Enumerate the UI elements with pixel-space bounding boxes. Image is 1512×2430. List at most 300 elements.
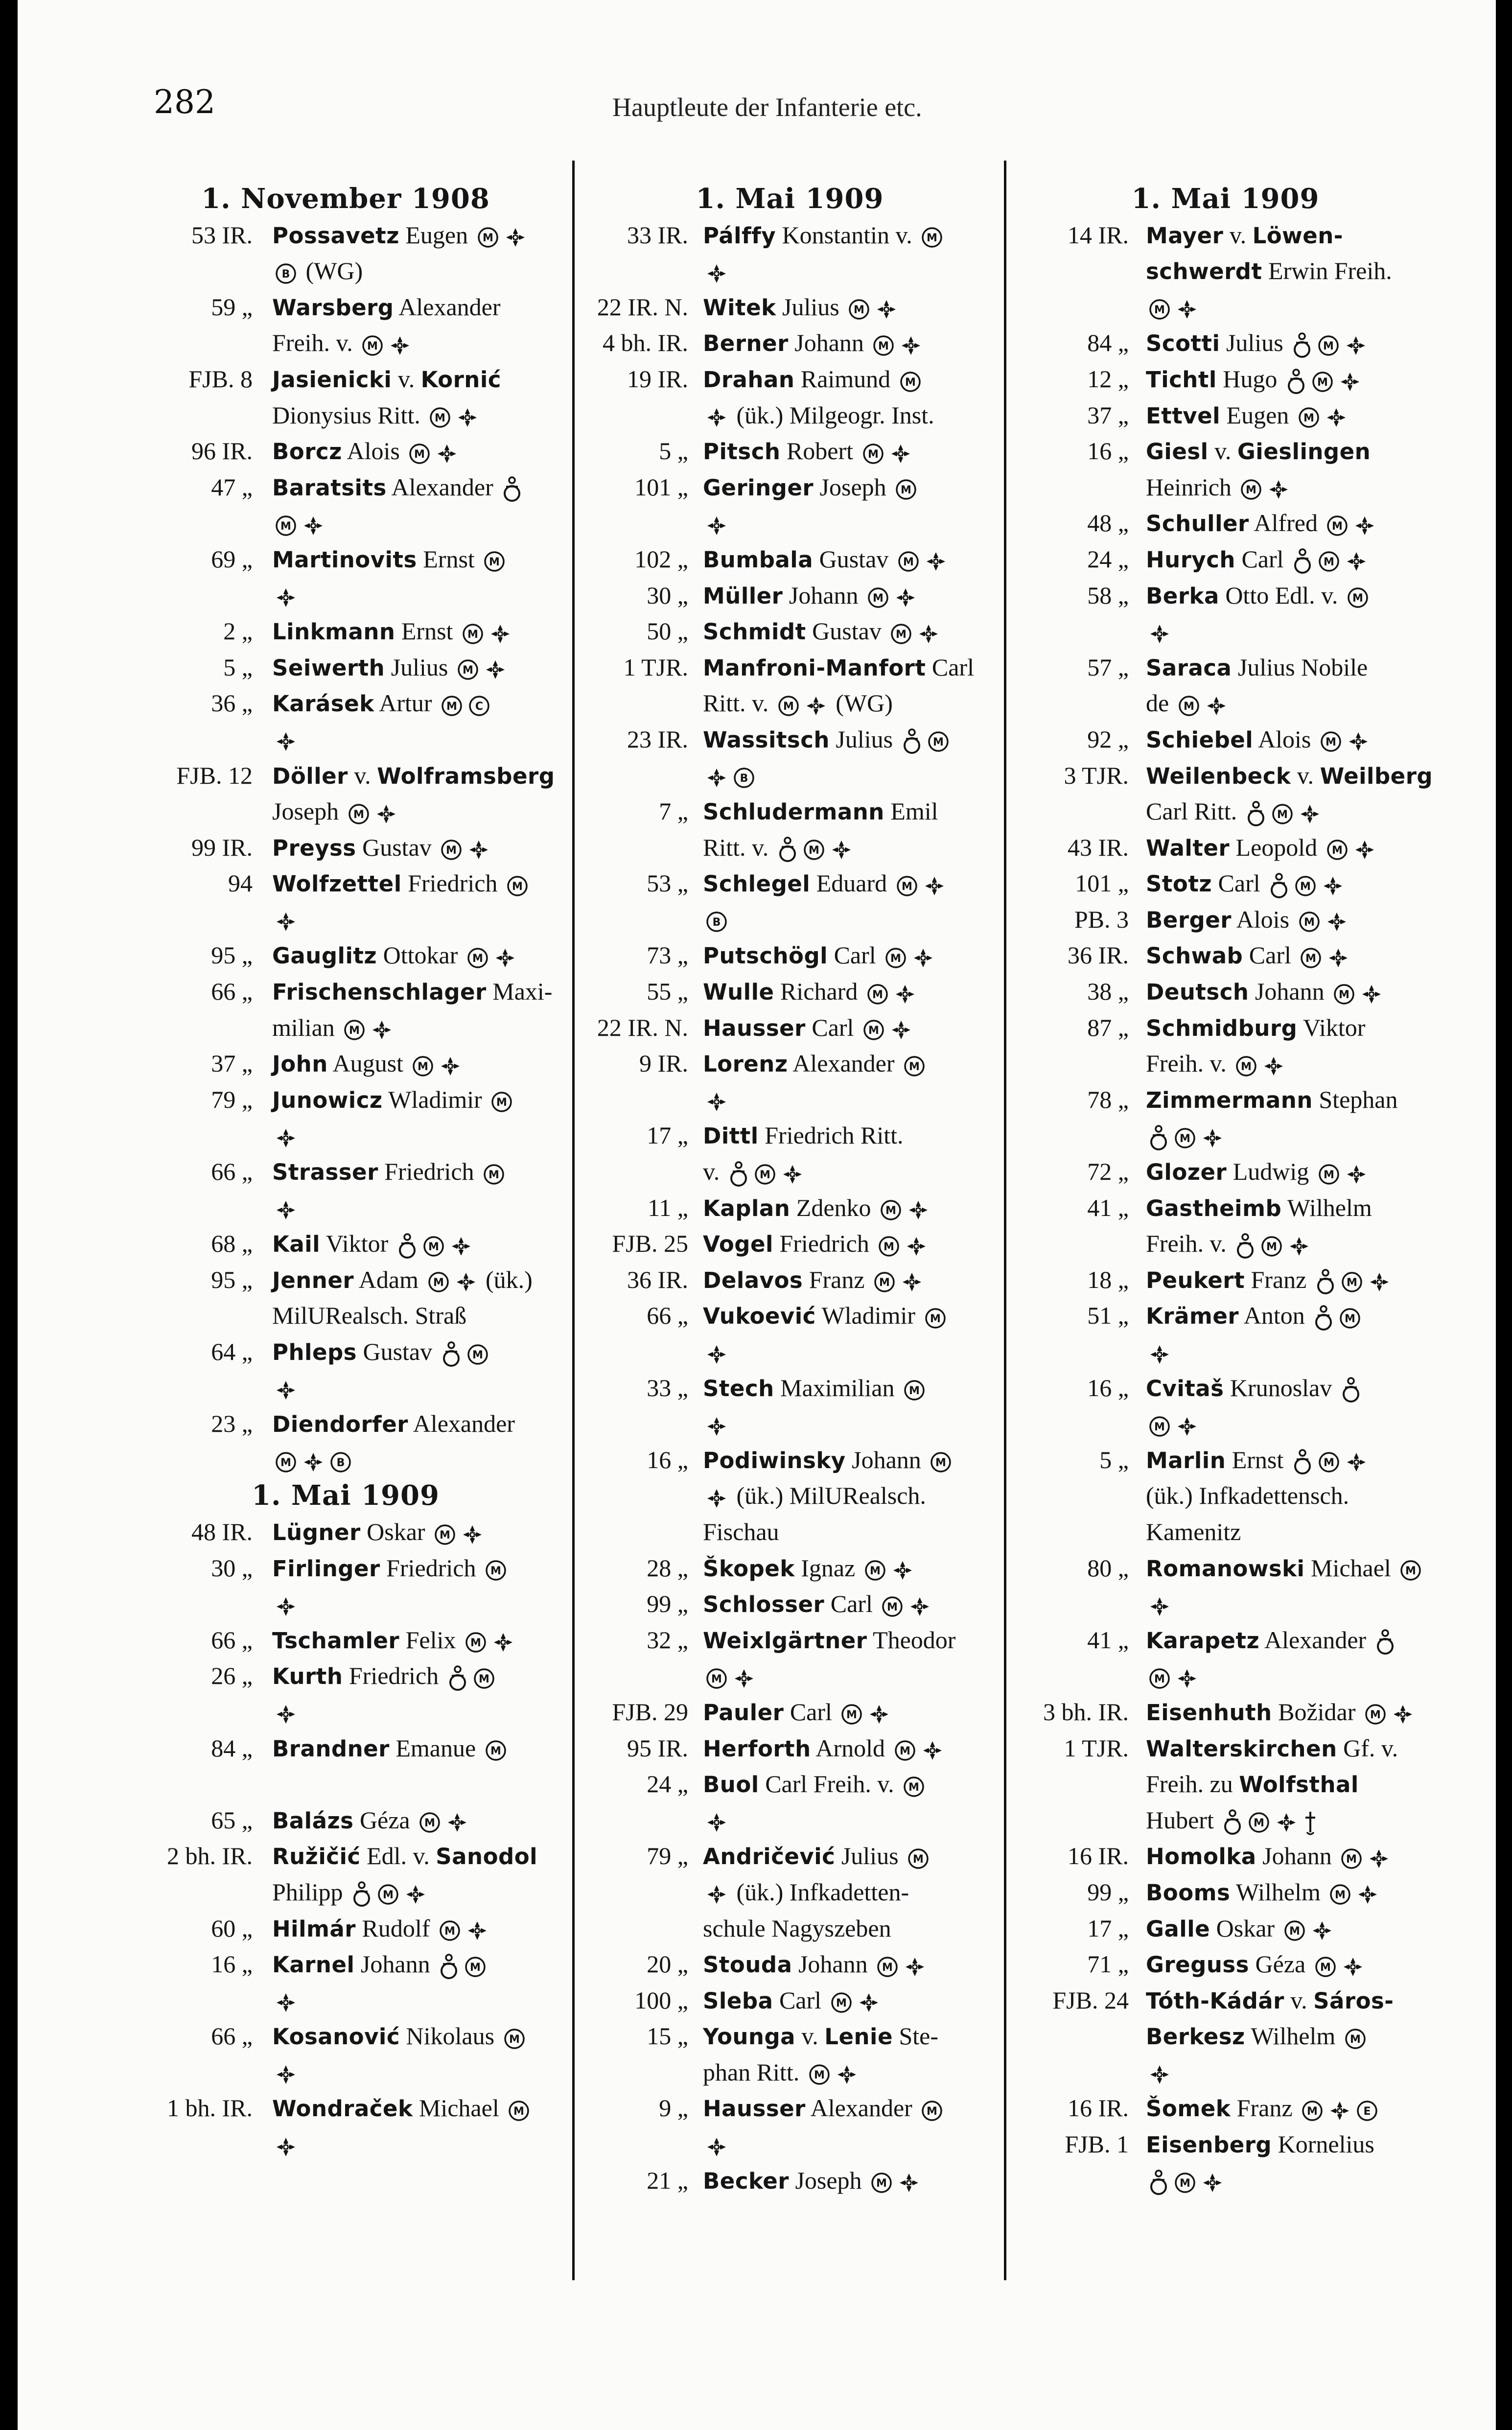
register-entry <box>581 1226 999 1262</box>
unit-designation: 9 IR. <box>639 1050 688 1077</box>
surname: Galle <box>1146 1916 1210 1942</box>
merit-cross-icon <box>1346 1164 1367 1185</box>
entry-text <box>272 1838 537 1875</box>
unit-designation: 94 <box>228 869 253 897</box>
entry-text <box>1146 758 1433 794</box>
unit-designation: 55 „ <box>647 978 688 1005</box>
entry-text <box>1146 1658 1201 1694</box>
entry-text <box>703 578 919 614</box>
surname: Giesl <box>1146 439 1209 465</box>
surname: Walter <box>1146 835 1230 861</box>
entry-text <box>272 1911 491 1947</box>
register-entry <box>581 722 999 758</box>
military-merit-medal-icon <box>862 443 884 465</box>
military-merit-medal-icon <box>874 1271 895 1293</box>
given-name-text: (WG) <box>829 689 893 717</box>
svg-text:M: M <box>446 844 457 857</box>
register-entry <box>1011 397 1440 434</box>
surname: Gieslingen <box>1237 439 1371 465</box>
given-name-text: Heinrich <box>1146 473 1238 501</box>
register-entry <box>1011 830 1440 866</box>
decoration-ring-icon <box>442 1341 461 1368</box>
register-entry <box>1011 1622 1440 1659</box>
svg-text:M: M <box>1154 1673 1165 1685</box>
unit-designation: 1 TJR. <box>1064 1734 1129 1762</box>
given-name-text: Alfred <box>1249 509 1324 537</box>
unit-designation: 51 „ <box>1087 1302 1129 1330</box>
given-name-text: Erwin Freih. <box>1262 257 1392 285</box>
military-merit-medal-icon <box>880 1199 902 1221</box>
svg-text:M: M <box>446 700 458 713</box>
entry-text <box>1146 1370 1364 1407</box>
entry-text <box>272 578 300 614</box>
svg-text:M: M <box>444 1925 455 1938</box>
unit-designation: 20 „ <box>647 1950 688 1978</box>
surname: Marlin <box>1146 1447 1226 1473</box>
register-entry <box>130 1658 561 1694</box>
military-merit-medal-icon <box>377 1884 399 1905</box>
register-entry-continuation <box>130 1766 561 1802</box>
given-name-text: Joseph <box>789 2166 868 2194</box>
decoration-ring-icon <box>1286 368 1306 396</box>
unit-designation: 18 „ <box>1087 1265 1129 1293</box>
unit-designation: 65 „ <box>211 1806 253 1834</box>
military-merit-medal-icon <box>925 1308 946 1329</box>
merit-cross-icon <box>1202 2172 1223 2194</box>
military-merit-medal-icon <box>348 803 370 825</box>
decoration-ring-icon <box>1246 800 1266 828</box>
surname: Andričević <box>703 1844 836 1870</box>
military-merit-medal-icon <box>1320 731 1342 752</box>
register-entry-continuation <box>581 2055 999 2091</box>
entry-text <box>1146 1118 1226 1154</box>
given-name-text: Johann <box>783 581 865 609</box>
surname: Eisenhuth <box>1146 1699 1272 1726</box>
entry-text <box>272 1730 510 1767</box>
surname: Witek <box>703 294 776 321</box>
given-name-text: Michael <box>413 2094 506 2122</box>
entry-text <box>703 1010 915 1047</box>
unit-designation: 22 IR. N. <box>597 293 688 321</box>
register-entry-continuation <box>581 1154 999 1190</box>
register-entry-continuation <box>130 1298 561 1334</box>
military-merit-medal-icon <box>1248 1812 1270 1833</box>
unit-designation: 23 „ <box>211 1410 253 1438</box>
surname: Booms <box>1146 1879 1231 1906</box>
given-name-text: Richard <box>774 978 864 1005</box>
svg-text:M: M <box>1320 1961 1331 1974</box>
entry-text <box>1146 541 1370 578</box>
entry-text <box>272 1622 517 1659</box>
decoration-ring-icon <box>902 728 922 755</box>
entry-text <box>272 1226 475 1262</box>
surname: Gauglitz <box>272 943 377 969</box>
given-name-text: Carl <box>773 1986 828 2014</box>
surname: Wolframsberg <box>377 763 555 789</box>
column-rule <box>572 161 575 2280</box>
register-entry-continuation <box>1011 1478 1440 1514</box>
military-merit-medal-icon <box>831 1992 852 2013</box>
surname: Karapetz <box>1146 1627 1260 1654</box>
given-name-text: Ritt. v. <box>703 833 775 861</box>
given-name-text: v. <box>392 365 421 393</box>
svg-text:M: M <box>1335 1889 1346 1902</box>
register-entry <box>1011 1550 1440 1587</box>
register-entry <box>1011 722 1440 758</box>
surname: Walterskirchen <box>1146 1735 1337 1762</box>
merit-cross-icon <box>895 587 916 608</box>
entry-text <box>1146 1010 1365 1047</box>
register-entry <box>1011 1442 1440 1478</box>
entry-text <box>272 325 414 361</box>
entry-text <box>703 289 900 326</box>
surname: Scotti <box>1146 330 1220 357</box>
entry-text <box>1146 2018 1369 2055</box>
military-merit-medal-icon <box>895 479 917 500</box>
given-name-text: Robert <box>780 437 860 465</box>
svg-text:M: M <box>854 304 865 317</box>
entry-text <box>272 794 400 830</box>
register-entry <box>1011 578 1440 614</box>
register-entry-continuation <box>581 2126 999 2163</box>
register-entry-continuation <box>1011 2018 1440 2055</box>
surname: Schwab <box>1146 943 1243 969</box>
register-entry <box>581 1983 999 2019</box>
surname: Wassitsch <box>703 726 830 753</box>
given-name-text: Ottokar <box>377 941 464 969</box>
unit-designation: 79 „ <box>647 1842 688 1870</box>
merit-cross-icon <box>1329 2100 1350 2122</box>
entry-text <box>703 1874 909 1911</box>
surname: Possavetz <box>272 222 399 249</box>
given-name-text: Gf. v. <box>1337 1734 1398 1762</box>
entry-text <box>1146 613 1173 650</box>
entry-text <box>1146 974 1385 1010</box>
svg-text:M: M <box>1331 844 1343 857</box>
svg-text:M: M <box>908 1781 920 1794</box>
svg-text:M: M <box>496 1097 508 1109</box>
register-entry-continuation <box>130 397 561 434</box>
given-name-text: Stephan <box>1312 1085 1398 1113</box>
register-entry-continuation <box>581 1658 999 1694</box>
entry-text <box>272 937 519 974</box>
given-name-text: v. <box>795 2022 825 2050</box>
register-entry <box>1011 1010 1440 1046</box>
military-merit-medal-icon <box>1261 1236 1282 1257</box>
register-entry <box>1011 1730 1440 1767</box>
entry-text <box>703 1514 779 1550</box>
given-name-text: Nikolaus <box>400 2022 501 2050</box>
military-merit-medal-icon <box>1341 1271 1363 1293</box>
date-heading: 1. Mai 1909 <box>252 1479 440 1512</box>
given-name-text: Edl. v. <box>360 1842 436 1870</box>
surname: Diendorfer <box>272 1411 408 1438</box>
unit-designation: 5 „ <box>659 437 688 465</box>
merit-cross-icon <box>275 731 297 752</box>
register-entry <box>130 1802 561 1839</box>
merit-cross-icon <box>1342 1956 1364 1978</box>
merit-cross-icon <box>375 803 397 825</box>
unit-designation: 71 „ <box>1087 1950 1129 1978</box>
svg-text:M: M <box>1154 304 1165 317</box>
svg-text:E: E <box>1363 2105 1371 2118</box>
merit-cross-icon <box>918 623 939 645</box>
register-entry <box>130 1334 561 1370</box>
register-entry <box>130 1730 561 1767</box>
register-entry <box>130 1082 561 1118</box>
given-name-text: v. <box>1284 1986 1314 2014</box>
register-entry <box>581 469 999 506</box>
merit-cross-icon <box>1268 479 1289 500</box>
merit-cross-icon <box>1361 983 1382 1005</box>
entry-text <box>272 902 300 938</box>
register-entry <box>581 433 999 469</box>
svg-text:M: M <box>1346 1277 1357 1289</box>
given-name-text: Ste- <box>892 2022 939 2050</box>
unit-designation: 95 „ <box>211 1265 253 1293</box>
entry-text <box>272 2018 528 2055</box>
register-entry <box>581 613 999 650</box>
entry-text <box>703 722 952 758</box>
register-entry <box>581 1262 999 1298</box>
register-entry-continuation <box>130 578 561 614</box>
merit-cross-icon <box>462 1524 483 1545</box>
given-name-text: Kornelius <box>1272 2130 1374 2158</box>
military-merit-medal-icon <box>1315 1956 1336 1978</box>
entry-text <box>272 433 461 470</box>
unit-designation: 92 „ <box>1087 725 1129 753</box>
register-entry <box>130 1946 561 1983</box>
surname: Stech <box>703 1375 774 1402</box>
unit-designation: 48 „ <box>1087 509 1129 537</box>
entry-text <box>703 1046 928 1082</box>
given-name-text: Johann <box>354 1950 437 1978</box>
decoration-ring-icon <box>1149 2169 1168 2196</box>
given-name-text: Freih. v. <box>1146 1230 1233 1258</box>
military-merit-medal-icon <box>1302 2100 1323 2122</box>
surname: Mayer <box>1146 222 1224 249</box>
unit-designation: 64 „ <box>211 1338 253 1365</box>
svg-text:M: M <box>440 1529 451 1542</box>
register-entry-continuation <box>1011 613 1440 650</box>
entry-text <box>272 217 529 254</box>
svg-text:M: M <box>1246 484 1257 497</box>
military-merit-medal-icon <box>907 1848 929 1869</box>
merit-cross-icon <box>1149 623 1170 645</box>
unit-designation: 22 IR. N. <box>597 1013 688 1041</box>
merit-cross-icon <box>892 1560 913 1581</box>
decoration-ring-icon <box>439 1953 459 1981</box>
merit-cross-icon <box>1326 407 1347 428</box>
svg-text:M: M <box>418 1060 429 1073</box>
register-entry-continuation <box>581 1082 999 1118</box>
surname: Drahan <box>703 366 795 393</box>
merit-cross-icon <box>505 227 526 248</box>
military-merit-medal-icon <box>890 623 912 645</box>
register-entry <box>581 937 999 974</box>
given-name-text: Božidar <box>1272 1698 1362 1726</box>
register-entry <box>1011 1874 1440 1911</box>
merit-cross-icon <box>858 1992 880 2013</box>
merit-cross-icon <box>890 1019 912 1041</box>
military-merit-medal-icon <box>900 371 921 393</box>
surname: Bumbala <box>703 546 814 573</box>
unit-designation: FJB. 12 <box>176 761 253 789</box>
merit-cross-icon <box>1326 911 1348 933</box>
entry-text <box>703 2126 730 2163</box>
military-merit-medal-icon <box>439 1920 461 1941</box>
surname: Sleba <box>703 1987 773 2014</box>
given-name-text: v. <box>1291 761 1320 789</box>
surname: Geringer <box>703 474 814 501</box>
svg-text:M: M <box>472 953 483 965</box>
unit-designation: 32 „ <box>647 1626 688 1654</box>
merit-cross-icon <box>1149 1344 1170 1365</box>
register-entry-continuation <box>130 1442 561 1478</box>
surname: Vogel <box>703 1231 773 1258</box>
given-name-text: Ritt. v. <box>703 689 775 717</box>
surname: Podiwinsky <box>703 1447 846 1473</box>
given-name-text: Johann <box>845 1446 928 1473</box>
given-name-text: Franz <box>803 1265 871 1293</box>
given-name-text: Alexander <box>805 2094 919 2122</box>
unit-designation: 4 bh. IR. <box>603 329 688 357</box>
given-name-text: Johann <box>1249 978 1331 1005</box>
given-name-text: (ük.) Infkadettensch. <box>1146 1482 1349 1510</box>
register-entry <box>581 361 999 397</box>
register-entry-continuation <box>130 1118 561 1154</box>
unit-designation: 36 IR. <box>627 1265 688 1293</box>
register-entry <box>130 217 561 254</box>
merit-cross-icon <box>1346 1451 1367 1473</box>
given-name-text: Wilhelm <box>1245 2022 1342 2050</box>
military-merit-medal-icon <box>1318 335 1339 356</box>
merit-cross-icon <box>900 335 922 356</box>
given-name-text: Gustav <box>813 545 895 573</box>
merit-cross-icon <box>904 1956 926 1978</box>
military-merit-medal-icon <box>1341 1848 1362 1869</box>
merit-cross-icon <box>1346 551 1367 572</box>
svg-text:M: M <box>353 808 364 821</box>
military-merit-medal-icon <box>504 2028 525 2050</box>
svg-text:M: M <box>414 448 425 461</box>
merit-cross-icon <box>706 767 727 789</box>
register-page <box>18 0 1496 2430</box>
given-name-text: Fischau <box>703 1518 779 1545</box>
military-merit-medal-icon <box>484 551 505 572</box>
given-name-text: Freih. v. <box>272 329 359 357</box>
given-name-text: Gustav <box>356 833 438 861</box>
military-merit-medal-icon <box>778 695 799 717</box>
military-merit-medal-icon <box>409 443 430 465</box>
entry-text <box>703 794 938 830</box>
military-merit-medal-icon <box>841 1704 862 1725</box>
surname: Wolfzettel <box>272 871 402 897</box>
merit-cross-icon <box>275 2136 297 2158</box>
entry-text <box>272 2126 300 2163</box>
military-merit-medal-icon <box>1333 983 1355 1005</box>
surname: Romanowski <box>1146 1555 1305 1582</box>
surname: Šomek <box>1146 2096 1231 2122</box>
unit-designation: 16 „ <box>1087 1374 1129 1402</box>
svg-text:M: M <box>884 1240 895 1253</box>
entry-text <box>1146 685 1230 722</box>
unit-designation: 16 IR. <box>1068 2094 1129 2122</box>
surname: Berner <box>703 330 789 357</box>
given-name-text: Felix <box>399 1626 462 1654</box>
svg-text:M: M <box>435 412 446 425</box>
entry-text <box>1146 1911 1336 1947</box>
surname: schwerdt <box>1146 258 1262 285</box>
svg-text:C: C <box>475 700 484 713</box>
surname: Dittl <box>703 1123 759 1149</box>
svg-text:M: M <box>1305 953 1317 965</box>
register-entry <box>581 1946 999 1983</box>
svg-text:M: M <box>1241 1060 1252 1073</box>
surname: Löwen- <box>1252 222 1343 249</box>
military-merit-medal-icon <box>465 1956 486 1978</box>
entry-text <box>1146 1983 1394 2019</box>
military-merit-medal-icon <box>1174 2172 1196 2194</box>
register-entry-continuation <box>1011 469 1440 506</box>
register-entry <box>130 758 561 794</box>
svg-text:M: M <box>1300 880 1311 893</box>
merit-cross-icon <box>868 1704 890 1725</box>
unit-designation: 12 „ <box>1087 365 1129 393</box>
merit-cross-icon <box>494 947 516 969</box>
merit-cross-icon <box>275 1199 297 1221</box>
given-name-text: Julius <box>829 725 899 753</box>
unit-designation: 48 IR. <box>191 1518 253 1545</box>
entry-text <box>1146 1586 1173 1622</box>
merit-cross-icon <box>1322 875 1344 897</box>
entry-text <box>1146 578 1372 614</box>
merit-cross-icon <box>440 1055 461 1077</box>
entry-text <box>272 1334 491 1371</box>
entry-text <box>703 1550 916 1587</box>
military-merit-medal-icon <box>1284 1920 1305 1941</box>
entry-text <box>1146 1298 1364 1334</box>
register-entry-continuation <box>130 1370 561 1406</box>
register-entry-continuation <box>581 505 999 541</box>
bronze-medal-icon <box>733 767 755 789</box>
military-merit-medal-icon <box>1329 1884 1351 1905</box>
svg-text:M: M <box>1324 556 1334 569</box>
svg-text:M: M <box>872 988 883 1001</box>
register-entry <box>581 1622 999 1659</box>
military-merit-medal-icon <box>434 1524 456 1545</box>
merit-cross-icon <box>1357 1884 1378 1905</box>
svg-text:M: M <box>896 628 907 641</box>
given-name-text: Carl <box>1243 941 1298 969</box>
register-entry <box>581 1766 999 1802</box>
merit-cross-icon <box>1176 299 1198 320</box>
given-name-text: Carl <box>1235 545 1290 573</box>
merit-cross-icon <box>912 947 934 969</box>
unit-designation: 57 „ <box>1087 653 1129 681</box>
svg-text:M: M <box>1183 700 1194 713</box>
merit-cross-icon <box>1263 1055 1284 1077</box>
military-merit-medal-icon <box>894 1740 916 1761</box>
merit-cross-icon <box>275 2064 297 2085</box>
military-merit-medal-icon <box>465 1632 487 1653</box>
entry-text <box>272 1550 510 1587</box>
svg-text:M: M <box>879 1277 890 1289</box>
register-entry <box>581 1190 999 1226</box>
given-name-text: Arnold <box>811 1734 891 1762</box>
merit-cross-icon <box>405 1884 426 1905</box>
entry-text <box>272 865 531 902</box>
